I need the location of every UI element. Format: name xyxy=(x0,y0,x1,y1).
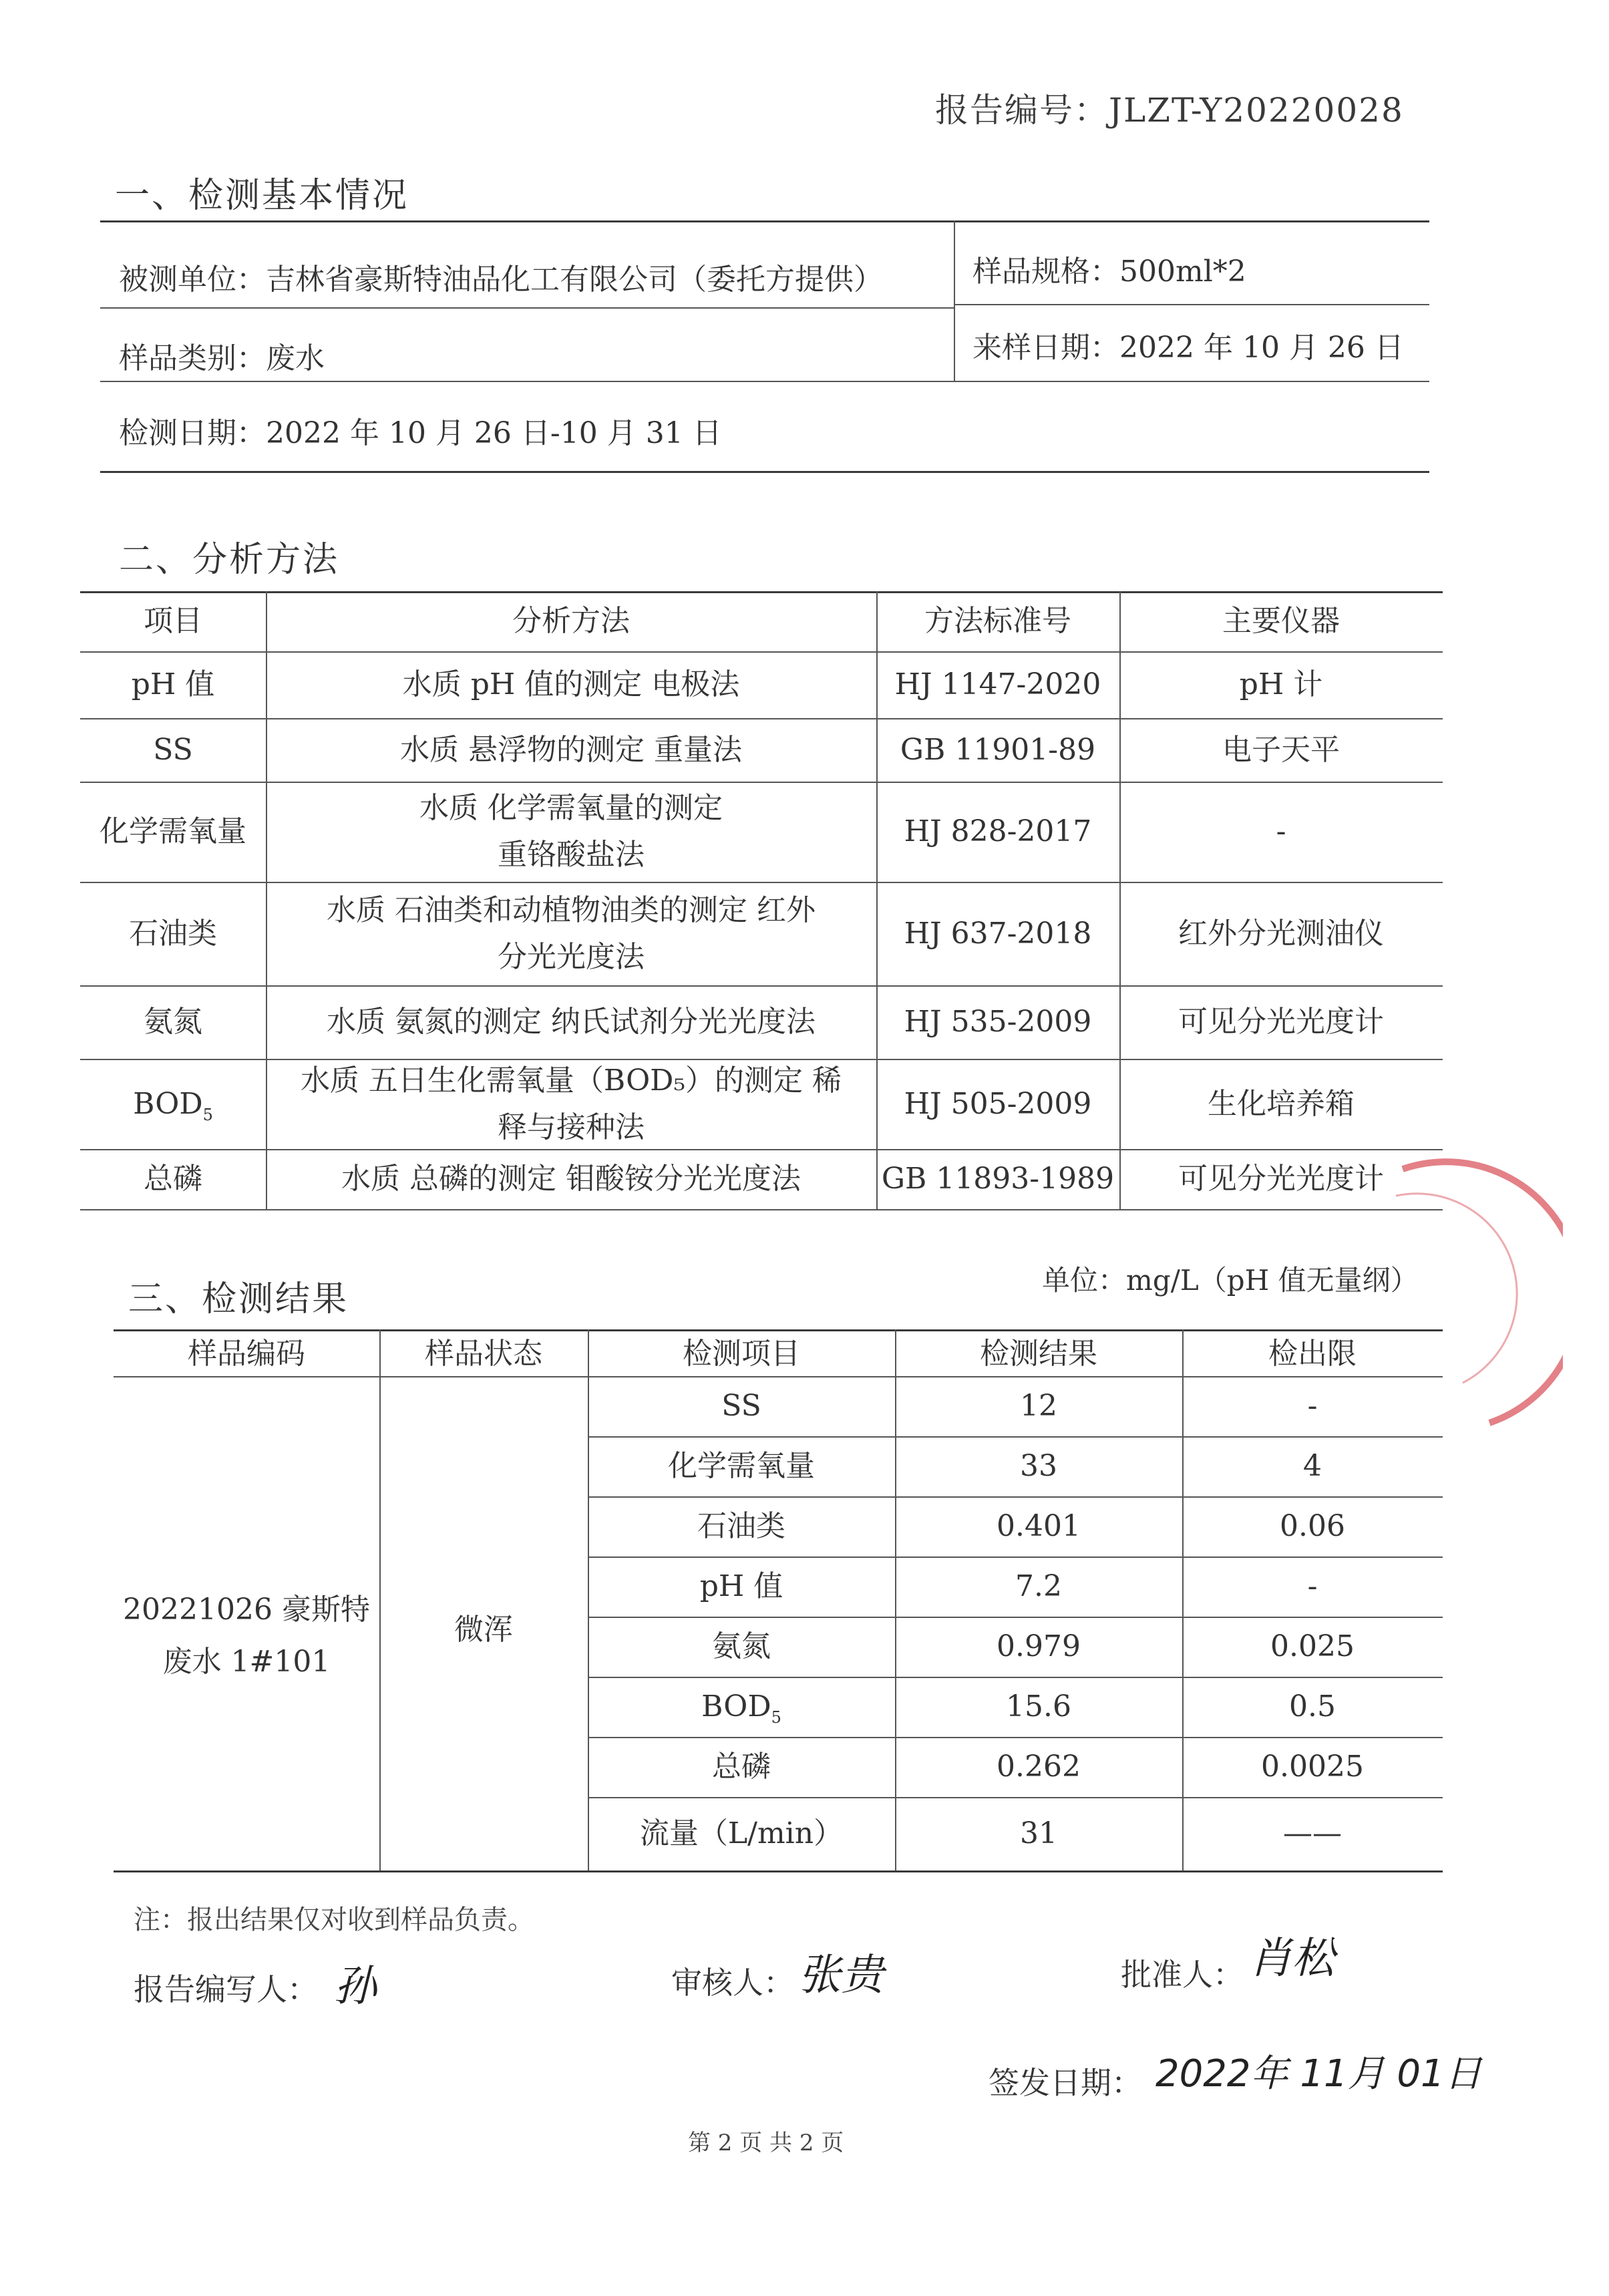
divider xyxy=(100,307,955,309)
result-value: 15.6 xyxy=(1006,1689,1071,1724)
divider xyxy=(114,1870,1443,1872)
writer-label: 报告编写人： xyxy=(134,1971,318,2007)
divider xyxy=(954,220,955,381)
reviewer-label: 审核人： xyxy=(671,1965,794,2001)
unit-note: 单位：mg/L（pH 值无量纲） xyxy=(1042,1264,1419,1297)
test-date: 检测日期：2022 年 10 月 26 日-10 月 31 日 xyxy=(119,416,722,450)
method-item: pH 值 xyxy=(131,667,215,701)
bod-label: BOD xyxy=(701,1689,771,1724)
divider xyxy=(379,1329,381,1870)
result-value: 33 xyxy=(1020,1449,1057,1483)
method-text: 分光光度法 xyxy=(498,939,645,974)
approver-label: 批准人： xyxy=(1121,1957,1244,1993)
divider xyxy=(588,1556,1443,1558)
detection-limit: - xyxy=(1307,1569,1318,1603)
sample-receive-date: 来样日期：2022 年 10 月 26 日 xyxy=(972,331,1404,365)
divider xyxy=(100,471,1429,473)
method-text: 水质 氨氮的测定 纳氏试剂分光光度法 xyxy=(327,1005,816,1039)
method-standard: HJ 505-2009 xyxy=(904,1086,1092,1121)
section3-title: 三、检测结果 xyxy=(128,1279,349,1319)
sample-state: 微浑 xyxy=(454,1613,513,1647)
table-header: 样品状态 xyxy=(425,1337,542,1371)
result-item: 流量（L/min） xyxy=(639,1816,844,1850)
method-standard: GB 11893-1989 xyxy=(881,1162,1115,1196)
divider xyxy=(80,591,1443,593)
table-header: 样品编码 xyxy=(188,1337,305,1371)
method-text: 水质 悬浮物的测定 重量法 xyxy=(400,732,742,767)
result-value: 12 xyxy=(1020,1389,1057,1423)
result-value: 31 xyxy=(1020,1816,1057,1850)
detection-limit: - xyxy=(1307,1389,1318,1423)
method-item: 氨氮 xyxy=(144,1005,202,1039)
report-number: 报告编号：JLZT-Y20220028 xyxy=(935,91,1404,130)
table-header: 项目 xyxy=(144,604,202,638)
method-text: 水质 pH 值的测定 电极法 xyxy=(402,667,740,701)
divider xyxy=(80,718,1443,719)
table-header: 检出限 xyxy=(1268,1337,1357,1371)
method-text: 水质 化学需氧量的测定 xyxy=(419,791,723,825)
writer-signature: 孙 xyxy=(334,1962,377,2011)
detection-limit: 0.025 xyxy=(1270,1629,1355,1663)
issue-date-value: 2022年 11月 01日 xyxy=(1155,2052,1482,2096)
divider xyxy=(588,1677,1443,1678)
sample-category: 样品类别：废水 xyxy=(119,341,325,375)
sample-spec: 样品规格：500ml*2 xyxy=(972,255,1246,289)
method-standard: HJ 828-2017 xyxy=(904,814,1092,848)
result-item: 石油类 xyxy=(697,1509,785,1543)
method-item: 总磷 xyxy=(144,1162,202,1196)
divider xyxy=(588,1496,1443,1498)
method-item: 石油类 xyxy=(129,916,217,951)
divider xyxy=(954,304,1429,305)
method-instrument: 电子天平 xyxy=(1222,732,1340,767)
method-text: 水质 五日生化需氧量（BOD₅）的测定 稀 xyxy=(300,1063,842,1098)
method-instrument: 可见分光光度计 xyxy=(1178,1162,1384,1196)
divider xyxy=(1182,1329,1184,1870)
sample-code: 废水 1#101 xyxy=(162,1645,331,1679)
section1-title: 一、检测基本情况 xyxy=(115,176,409,216)
approver-signature: 肖松 xyxy=(1249,1934,1334,1983)
page-footer: 第 2 页 共 2 页 xyxy=(688,2130,844,2156)
detection-limit: 0.5 xyxy=(1289,1689,1336,1724)
detection-limit: 0.0025 xyxy=(1261,1750,1364,1784)
method-instrument: pH 计 xyxy=(1239,667,1323,701)
bod-subscript: 5 xyxy=(202,1105,213,1124)
divider xyxy=(80,882,1443,883)
divider xyxy=(266,591,267,1209)
result-value: 0.979 xyxy=(997,1629,1081,1663)
method-instrument: 可见分光光度计 xyxy=(1178,1005,1384,1039)
issue-date-label: 签发日期： xyxy=(989,2065,1142,2101)
sample-code: 20221026 豪斯特 xyxy=(123,1593,370,1627)
result-value: 0.262 xyxy=(997,1750,1081,1784)
divider xyxy=(588,1797,1443,1798)
result-item: 化学需氧量 xyxy=(668,1449,815,1483)
bod-subscript: 5 xyxy=(771,1707,781,1727)
divider xyxy=(588,1617,1443,1618)
divider xyxy=(80,1209,1443,1210)
method-standard: HJ 1147-2020 xyxy=(894,667,1101,701)
divider xyxy=(80,782,1443,783)
method-instrument: 红外分光测油仪 xyxy=(1178,916,1384,951)
table-header: 检测结果 xyxy=(980,1337,1097,1371)
tested-unit: 被测单位：吉林省豪斯特油品化工有限公司（委托方提供） xyxy=(119,263,883,297)
method-standard: HJ 637-2018 xyxy=(904,916,1092,951)
divider xyxy=(895,1329,896,1870)
table-header: 分析方法 xyxy=(512,604,630,638)
method-item xyxy=(133,1081,213,1128)
table-header: 方法标准号 xyxy=(924,604,1071,638)
method-text: 水质 总磷的测定 钼酸铵分光光度法 xyxy=(341,1162,801,1196)
result-value: 7.2 xyxy=(1015,1569,1062,1603)
bod-label: BOD xyxy=(133,1086,203,1121)
method-item: 化学需氧量 xyxy=(100,814,246,848)
divider xyxy=(80,985,1443,987)
divider xyxy=(876,591,878,1209)
table-header: 主要仪器 xyxy=(1222,604,1340,638)
method-instrument: - xyxy=(1276,814,1286,848)
divider xyxy=(80,651,1443,653)
detection-limit: 0.06 xyxy=(1280,1509,1345,1543)
method-standard: HJ 535-2009 xyxy=(904,1005,1092,1039)
method-standard: GB 11901-89 xyxy=(900,732,1096,767)
note: 注：报出结果仅对收到样品负责。 xyxy=(134,1905,534,1935)
divider xyxy=(100,220,1429,222)
divider xyxy=(1119,591,1121,1209)
method-text: 水质 石油类和动植物油类的测定 红外 xyxy=(327,892,816,927)
divider xyxy=(80,1149,1443,1150)
method-text: 重铬酸盐法 xyxy=(498,838,645,872)
divider xyxy=(588,1329,589,1870)
reviewer-signature: 张贵 xyxy=(798,1951,884,2000)
result-item: pH 值 xyxy=(699,1569,783,1603)
result-item xyxy=(701,1683,781,1730)
divider xyxy=(100,381,1429,382)
divider xyxy=(588,1737,1443,1738)
result-item: 氨氮 xyxy=(712,1629,771,1663)
divider xyxy=(588,1436,1443,1438)
result-item: SS xyxy=(721,1389,761,1423)
section2-title: 二、分析方法 xyxy=(119,540,340,580)
method-item: SS xyxy=(153,732,193,767)
table-header: 检测项目 xyxy=(683,1337,800,1371)
detection-limit: —— xyxy=(1283,1816,1342,1850)
method-instrument: 生化培养箱 xyxy=(1208,1086,1355,1121)
method-text: 释与接种法 xyxy=(498,1110,645,1144)
detection-limit: 4 xyxy=(1303,1449,1322,1483)
result-value: 0.401 xyxy=(997,1509,1081,1543)
official-stamp xyxy=(1389,1156,1563,1436)
result-item: 总磷 xyxy=(712,1750,771,1784)
